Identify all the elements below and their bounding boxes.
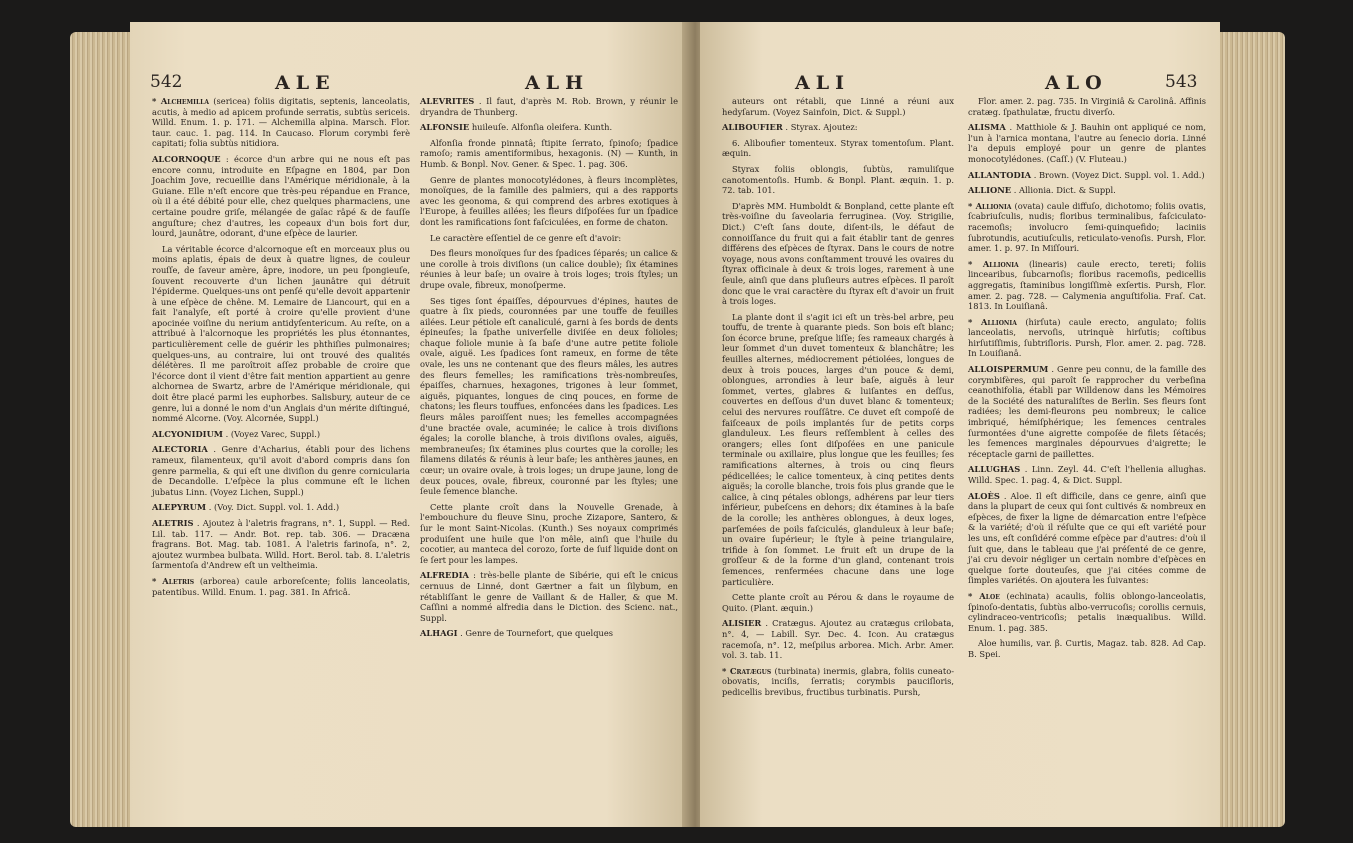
entry-paragraph — [968, 464, 1206, 485]
entry-paragraph — [152, 502, 410, 513]
entry-headword: ALISIER — [722, 618, 762, 629]
entry-paragraph — [968, 638, 1206, 659]
entry-headword: * Allionia — [968, 200, 1012, 211]
entry-paragraph — [722, 138, 954, 159]
running-header-left: ALI — [795, 72, 850, 94]
entry-text: (ovata) caule diffuſo, dichotomo; foliis ovatis, ſcabriuſculis, nudis; floribus terminalibus, faſciculato-racemoſis; involucro ſemi-quinquefido; laciniis ſubrotundis, acutiuſculis, reticulato-venoſis. Pursh, Flor. amer. 1. p. 97. In Miſſouri. — [968, 200, 1206, 254]
entry-text: Alfonſia fronde pinnatâ; ſtipite ſerrato, ſpinoſo; ſpadice ramoſo; ramis amentiformibus, hexagonis. (N) — Kunth, in Humb. & Bonpl. Nov. Gener. & Spec. 1. pag. 306. — [420, 137, 678, 169]
entry-text: . Genre de Tournefort, que quelques — [460, 628, 614, 639]
entry-headword: ALISMA — [968, 122, 1006, 133]
entry-paragraph — [968, 591, 1206, 633]
entry-paragraph — [420, 628, 678, 639]
entry-paragraph — [420, 570, 678, 623]
entry-paragraph — [152, 244, 410, 424]
entry-text: D'après MM. Humboldt & Bonpland, cette plante eſt très-voiſine du ſaveolaria ferruginea. (Voy. Strigilie, Dict.) C'eſt ſans doute, diſent-ils, le défaut de connoiſſance du fruit qui a fait établir tant de genres différens des eſpèces de ſtyrax. Dans le cours de notre voyage, nous avons conſtamment trouvé les ovaires du ſtyrax officinale à deux & trois loges, rarement à une ſeule, ainſi que dans pluſieurs autres eſpèces. Il paroît donc que le vrai caractère du ſtyrax eſt d'avoir un fruit à trois loges. — [722, 200, 954, 307]
entry-text: . Ajoutez à l'aletris fragrans, n°. 1, Suppl. — Red. Lil. tab. 117. — Andr. Bot. rep. tab. 306. — Dracæna fragrans. Bot. Mag. tab. 1081. A l'aletris farinoſa, n°. 2, ajoutez wurmbea bulbata. Willd. Hort. Berol. tab. 8. L'aletris ſarmentoſa d'Andrew eſt un veltheimia. — [152, 517, 410, 571]
entry-text: 6. Aliboufier tomenteux. Styrax tomentoſum. Plant. æquin. — [722, 137, 954, 159]
entry-paragraph — [968, 201, 1206, 254]
entry-paragraph — [152, 518, 410, 571]
entry-headword: ALEVRITES — [420, 96, 475, 106]
entry-text: . (Voy. Dict. Suppl. vol. 1. Add.) — [208, 502, 340, 513]
entry-headword: ALLANTODIA — [968, 169, 1032, 180]
entry-text: . Styrax. Ajoutez: — [785, 122, 858, 133]
entry-paragraph — [152, 576, 410, 597]
entry-paragraph — [722, 201, 954, 307]
page-number: 542 — [150, 72, 183, 92]
entry-headword: ALLIONE — [968, 185, 1012, 196]
entry-paragraph — [968, 364, 1206, 459]
page-edges-left — [70, 32, 132, 827]
entry-text: Cette plante croît dans la Nouvelle Grenade, à l'embouchure du fleuve Sinu, proche Zizapore, Santero, & ſur le mont Saint-Nicolas. (Kunth.) Ses noyaux comprimés produiſent une huile que l'on mêle, ainſi que l'huile du cocotier, au manteca del corozo, ſorte de ſuif liquide dont on ſe ſert pour les lampes. — [420, 501, 678, 565]
entry-headword: ALLOISPERMUM — [968, 364, 1049, 375]
running-header-left: ALE — [275, 72, 336, 94]
entry-paragraph — [152, 154, 410, 239]
entry-headword: ALLUGHAS — [968, 464, 1021, 475]
entry-text: (echinata) acaulis, foliis oblongo-lanceolatis, ſpinoſo-dentatis, ſubtùs albo-verrucoſis; corollis cernuis, cylindraceo-ventricoſis; petalis inæqualibus. Willd. Enum. 1. pag. 385. — [968, 590, 1206, 633]
entry-headword: ALHAGI — [420, 628, 458, 639]
entry-headword: ALIBOUFIER — [722, 122, 783, 133]
running-header-right: ALO — [1045, 72, 1108, 94]
entry-paragraph — [722, 164, 954, 196]
entry-text: (turbinata) inermis, glabra, foliis cuneato-obovatis, inciſis, ſerratis; corymbis pauciſloris, pedicellis brevibus, fructibus turbinatis. Pursh, — [722, 665, 955, 697]
entry-text: . Allionia. Dict. & Suppl. — [1013, 185, 1116, 196]
entry-headword: * Aletris — [152, 575, 195, 586]
entry-text: . Aloe. Il eſt difficile, dans ce genre, ainſi que dans la plupart de ceux qui ſont cultivés & nombreux en eſpèces, de fixer la ligne de démarcation entre l'eſpèce & la variété; d'où il réſulte que ce qui eſt variété pour les uns, eſt conſidéré comme eſpèce par d'autres: d'où il ſuit que, dans le tableau que j'ai préſenté de ce genre, j'ai cru devoir négliger un certain nombre d'eſpèces en quelque ſorte douteuſes, que j'ai citées comme de ſimples variétés. On ajoutera les ſuivantes: — [968, 490, 1206, 586]
entry-paragraph — [420, 248, 678, 290]
entry-text: Styrax foliis oblongis, ſubtùs, ramuliſque canotomentoſis. Humb. & Bonpl. Plant. æquin. 1. p. 72. tab. 101. — [722, 163, 954, 196]
text-column-1 — [722, 96, 954, 702]
entry-paragraph — [420, 233, 678, 244]
entry-paragraph — [722, 666, 954, 698]
entry-paragraph — [152, 444, 410, 497]
entry-paragraph — [420, 502, 678, 566]
entry-paragraph — [722, 592, 954, 613]
entry-text: (hirſuta) caule erecto, angulato; foliis lanceolatis, nervoſis, utrinquè hirſutis; coſtibus hirſutiſſimis, ſubtriſloris. Pursh, Flor. amer. 2. pag. 728. In Louiſianâ. — [968, 316, 1206, 359]
entry-headword: ALFONSIE — [420, 122, 470, 133]
entry-paragraph — [420, 138, 678, 170]
entry-text: (arborea) caule arboreſcente; foliis lanceolatis, patentibus. Willd. Enum. 1. pag. 381. In Africâ. — [152, 575, 410, 597]
entry-headword: ALCYONIDIUM — [152, 428, 223, 439]
entry-headword: ALECTORIA — [152, 444, 208, 455]
entry-paragraph — [722, 122, 954, 133]
entry-text: Cette plante croît au Pérou & dans le royaume de Quito. (Plant. æquin.) — [722, 592, 954, 613]
entry-paragraph — [152, 96, 410, 149]
entry-paragraph — [968, 170, 1206, 181]
entry-text: Flor. amer. 2. pag. 735. In Virginiâ & Carolinâ. Affinis cratæg. ſpathulatæ, fructu diverſo. — [968, 96, 1206, 117]
entry-headword: ALCORNOQUE — [152, 153, 221, 164]
entry-text: : très-belle plante de Sibérie, qui eſt le cnicus cernuus de Linné, dont Gærtner a fait un ſilybum, en rétabliſſant le genre de Vaillant & de Haller, & que M. Caſſini a nommé alfredia dans le Diction. des Scienc. nat., Suppl. — [420, 570, 678, 623]
entry-text: Des fleurs monoïques ſur des ſpadices ſéparés; un calice & une corolle à trois diviſions (un calice double); ſix étamines réunies à leur baſe; un ovaire à trois loges; trois ſtyles; un drupe ovale, fibreux, monoſperme. — [420, 248, 678, 290]
entry-headword: * Allionia — [968, 316, 1017, 327]
entry-paragraph — [722, 618, 954, 660]
entry-text: Aloe humilis, var. β. Curtis, Magaz. tab. 828. Ad Cap. B. Spei. — [968, 638, 1206, 659]
page-number: 543 — [1165, 72, 1198, 92]
entry-paragraph — [420, 122, 678, 133]
text-column-2 — [968, 96, 1206, 665]
entry-text: . Cratægus. Ajoutez au cratægus crilobata, n°. 4, — Labill. Syr. Dec. 4. Icon. Au cratægus racemoſa, n°. 12, meſpilus arborea. Mich. Arbr. Amer. vol. 3. tab. 11. — [722, 618, 954, 661]
entry-text: huileuſe. Alfonſia oleifera. Kunth. — [471, 122, 613, 133]
entry-paragraph — [968, 96, 1206, 117]
entry-paragraph — [420, 96, 678, 117]
entry-text: Le caractère eſſentiel de ce genre eſt d'avoir: — [430, 232, 622, 243]
entry-paragraph — [722, 312, 954, 587]
left-page — [130, 22, 690, 827]
entry-text: auteurs ont rétabli, que Linné a réuni aux hedyſarum. (Voyez Sainfoin, Dict. & Suppl.) — [722, 96, 954, 117]
running-header-right: ALH — [525, 72, 590, 94]
entry-text: La plante dont il s'agit ici eſt un très-bel arbre, peu touffu, de trente à quarante pieds. Son bois eſt blanc; ſon écorce brune, preſque liſſe; ſes rameaux chargés à leur ſommet d'un duvet tomenteux & blanchâtre; les feuilles alternes, médiocrement pétiolées, longues de deux à trois pouces, larges d'un pouce & demi, oblongues, arrondies à leur baſe, aiguës à leur ſommet, vertes, glabres & luiſantes en deſſus, couvertes en deſſous d'un duvet blanc & tomenteux; celui des nervures rouſſâtre. Ce duvet eſt compoſé de faiſceaux de poils implantés ſur de petits corps glanduleux. Les fleurs reſſemblent à celles des orangers; elles ſont diſpoſées en une panicule terminale ou axillaire, plus longue que les feuilles; ſes ramifications alternes, à trois ou cinq fleurs pédicellées; le calice tomenteux, à cinq petites dents aiguës; la corolle blanche, trois fois plus grande que le calice, à cinq pétales oblongs, adhérens par leur tiers inférieur, pubeſcens en dehors; dix étamines à la baſe de la corolle; les anthères oblongues, à deux loges, parſemées de poils faſciculés, glanduleux à leur baſe; un ovaire ſupérieur; le ſtyle à peine triangulaire, trifide à ſon ſommet. Le fruit eſt un drupe de la groſſeur & de la forme d'un gland, contenant trois ſemences, renfermées chacune dans une loge particulière. — [722, 311, 954, 587]
entry-paragraph — [420, 296, 678, 497]
entry-text: (linearis) caule erecto, tereti; foliis lincearibus, ſubcarnoſis; floribus racemoſis, pedicellis aggregatis, ſtaminibus longiſſimè exſertis. Pursh, Flor. amer. 2. pag. 728. — Calymenia anguſtifolia. Fraſ. Cat. 1813. In Louiſianâ. — [968, 258, 1206, 312]
entry-text: . Matthiole & J. Bauhin ont appliqué ce nom, l'un à l'arnica montana, l'autre au ſenecio doria. Linné l'a depuis employé pour un genre de plantes monocotylédones. (Caſſ.) (V. Fluteau.) — [968, 122, 1206, 164]
entry-paragraph — [968, 185, 1206, 196]
entry-headword: ALOÈS — [968, 490, 1000, 501]
entry-headword: ALEPYRUM — [152, 502, 207, 513]
entry-paragraph — [722, 96, 954, 117]
entry-text: . Genre d'Acharius, établi pour des lichens rameux, filamenteux, qu'il avoit d'abord compris dans ſon genre parmelia, & qui eſt une diviſion du genre cornicularia de Decandolle. L'eſpèce la plus commune eſt le lichen jubatus Linn. (Voyez Lichen, Suppl.) — [152, 444, 411, 497]
entry-text: . Genre peu connu, de la famille des corymbifères, qui paroît ſe rapprocher du verbeſina ceanothifolia, établi par Willdenow dans les Mémoires de la Société des naturaliſtes de Berlin. Ses fleurs ſont radiées; les demi-fleurons peu nombreux; le calice imbriqué, hémiſphérique; les ſemences centrales ſurmontées d'une aigrette compoſée de filets ſétacés; les ſemences marginales dépourvues d'aigrette; le réceptacle garni de paillettes. — [968, 364, 1207, 459]
entry-text: (sericea) foliis digitatis, septenis, lanceolatis, acutis, à medio ad apicem profunde serratis, subtùs sericeis. Willd. Enum. 1. p. 171. — Alchemilla alpina. Marsch. Flor. taur. cauc. 1. pag. 114. In Caucaso. Florum corymbi ferè capitati; folia subtùs nitidiora. — [152, 96, 410, 149]
entry-text: . (Voyez Varec, Suppl.) — [225, 428, 321, 439]
entry-text: . Brown. (Voyez Dict. Suppl. vol. 1. Add.) — [1033, 169, 1205, 180]
open-book — [70, 22, 1285, 832]
entry-paragraph — [968, 259, 1206, 312]
entry-text: La véritable écorce d'alcornoque eſt en morceaux plus ou moins aplatis, épais de deux à quatre lignes, de couleur rouſſe, de ſaveur amère, âpre, inodore, un peu ſpongieuſe, ſouvent recouverte d'un lichen jaunâtre qui détruit l'épiderme. Quelques-uns ont penſé qu'elle devoit appartenir à une eſpèce de chêne. M. Lemaire de Liancourt, qui en a fait l'analyſe, eſt porté à croire qu'elle provient d'une apocinée voiſine du nerium antidyſentericum. Au reſte, on a attribué à l'alcornoque les propriétés les plus étonnantes, particulièrement celle de guérir les phthiſies pulmonaires; quelques-uns, au contraire, lui ont trouvé des qualités délétères. Il me paroîtroit aſſez probable de croire que l'écorce dont il vient d'être fait mention appartient au genre alchornea de Swartz, arbre de l'Amérique méridionale, qui doit être placé parmi les euphorbes. Salisbury, auteur de ce genre, lui a donné le nom d'un Anglais d'un mérite diſtingué, nommé Alcorne. (Voy. Alcornée, Suppl.) — [152, 243, 410, 424]
entry-headword: * Cratægus — [722, 665, 772, 676]
entry-text: . Linn. Zeyl. 44. C'eſt l'hellenia allughas. Willd. Spec. 1. pag. 4, & Dict. Suppl. — [968, 464, 1206, 485]
entry-text: . Il faut, d'après M. Rob. Brown, y réunir le dryandra de Thunberg. — [420, 96, 678, 117]
entry-paragraph — [968, 122, 1206, 164]
entry-paragraph — [968, 317, 1206, 359]
entry-headword: * Aloe — [968, 590, 1000, 601]
entry-headword: ALETRIS — [152, 517, 194, 528]
entry-text: : écorce d'un arbre qui ne nous eſt pas encore connu, introduite en Eſpagne en 1804, par Don Joachim Jove, recueillie dans l'Amérique méridionale, à la Guiane. Elle n'eſt encore que très-peu répandue en France, où il a été débité pour elle, chez quelques pharmaciens, une certaine poudre griſe, mélangée de gaïac râpé & de fauſſe anguſture; chez d'autres, les copeaux d'un bois fort dur, lourd, jaunâtre, odorant, d'une eſpèce de laurier. — [152, 153, 410, 239]
entry-headword: * Alchemilla — [152, 96, 210, 106]
text-column-2 — [420, 96, 678, 644]
entry-headword: * Allionia — [968, 258, 1019, 269]
entry-text: Ses tiges ſont épaiſſes, dépourvues d'épines, hautes de quatre à ſix pieds, couronnées par une touffe de feuilles ailées. Leur pétiole eſt canaliculé, garni à ſes bords de dents épineuſes; la ſpathe univerſelle diviſée en deux folioles; chaque foliole munie à ſa baſe d'une autre petite foliole ovale, aiguë. Les ſpadices ſont rameux, en forme de tête ovale, les uns ne contenant que des fleurs mâles, les autres des fleurs femelles; les ramifications très-nombreuſes, épaiſſes, charnues, hexagones, trigones à leur ſommet, aiguës, piquantes, longues de cinq pouces, en forme de chatons; les fleurs touffues, enfoncées dans les ſpadices. Les fleurs mâles paroiſſent nues; les femelles accompagnées d'une bractée ovale, acuminée; le calice à trois diviſions égales; la corolle blanche, à trois diviſions ovales, aiguës, membraneuſes; ſix étamines plus courtes que la corolle; les filamens dilatés & réunis à leur baſe; les anthères jaunes, en cœur; un ovaire ovale, à trois loges; un drupe jaune, long de deux pouces, ovale, fibreux, couronné par les ſtyles; une ſeule ſemence blanche. — [420, 295, 678, 497]
entry-headword: ALFREDIA — [420, 570, 469, 581]
text-column-1 — [152, 96, 410, 602]
entry-paragraph — [420, 175, 678, 228]
entry-paragraph — [152, 429, 410, 440]
right-page — [700, 22, 1220, 827]
entry-text: Genre de plantes monocotylédones, à fleurs incomplètes, monoïques, de la famille des palmiers, qui a des rapports avec les geonoma, & qui comprend des arbres exotiques à l'Europe, à feuilles ailées; les fleurs diſpoſées ſur un ſpadice dont les ramifications ſont faſciculées, en forme de chaton. — [420, 174, 678, 227]
entry-paragraph — [968, 491, 1206, 586]
page-edges-right — [1215, 32, 1285, 827]
